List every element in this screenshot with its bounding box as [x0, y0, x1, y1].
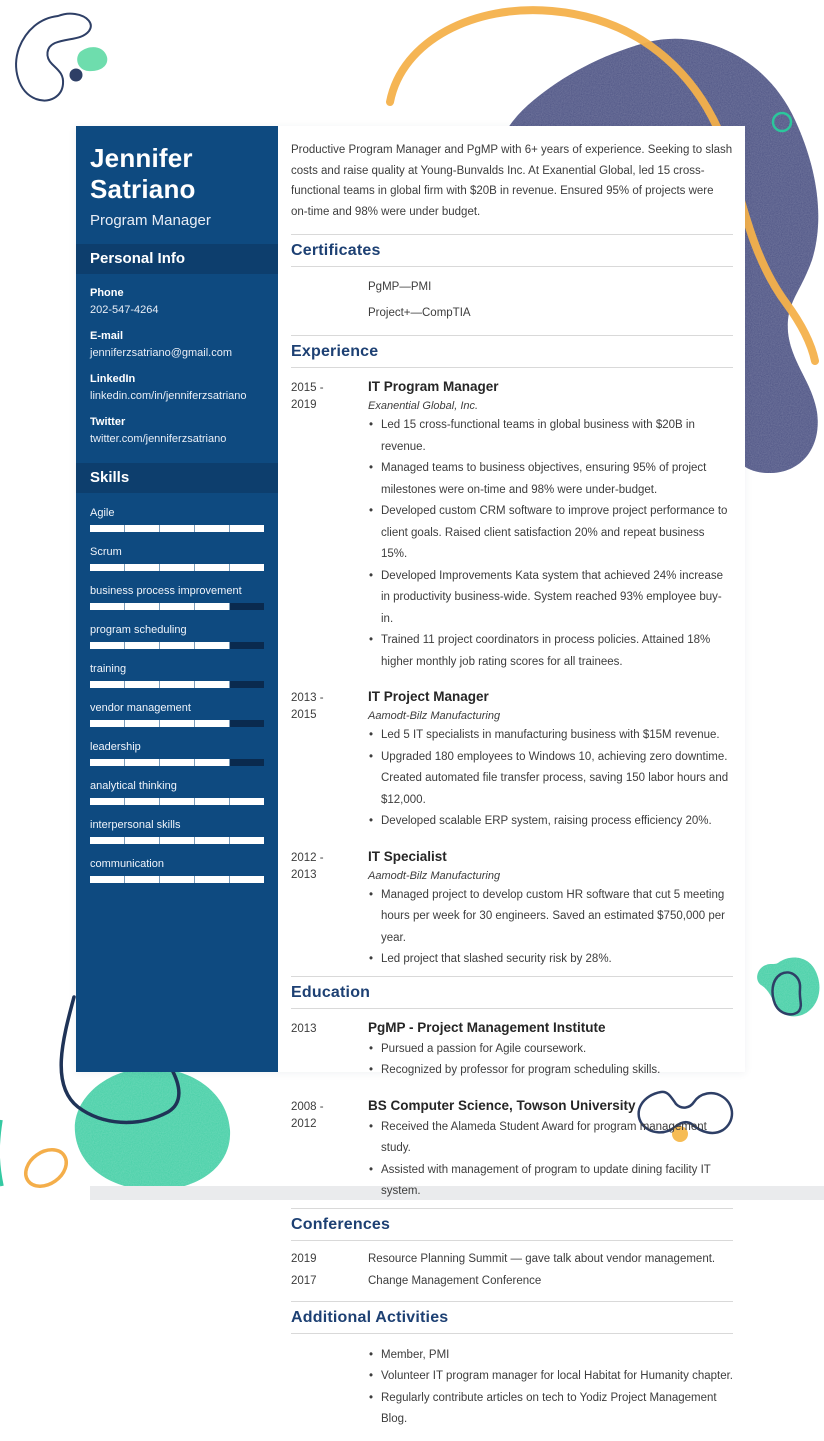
experience-entry: [291, 678, 733, 838]
bullet: • Recognized by professor for program scheduling skills.: [368, 1060, 733, 1082]
resume-sheet: [76, 126, 745, 1425]
summary-text: Productive Program Manager and PgMP with 6+ years of experience. Seeking to slash costs and raise quality at Young-Bunvalds Inc. At Exanential Global, led 15 cross-functional teams in global firm with $20B in revenue. Ensured 95% of projects were on-time and 98% were under budget.: [291, 144, 733, 218]
bullet: • Managed project to develop custom HR software that cut 5 meeting hours per week for 30 engineers. Saved an estimated $750,000 per year.: [368, 885, 733, 950]
contact-twitter: Twitter twitter.com/jenniferzsatriano: [90, 416, 227, 445]
entry-company: Aamodt-Bilz Manufacturing: [368, 710, 501, 722]
resume-main: [278, 126, 745, 1425]
section-certificates: [291, 234, 733, 335]
certificate-item: Project+—CompTIA: [368, 307, 471, 319]
conference-item: [291, 1248, 733, 1270]
bullet: • Regularly contribute articles on tech to Yodiz Project Management Blog.: [368, 1388, 733, 1431]
section-education: [291, 976, 733, 1208]
bullet: • Pursued a passion for Agile coursework.: [368, 1039, 733, 1061]
experience-entry: [291, 368, 733, 678]
entry-dates: 2015 - 2019: [291, 382, 324, 411]
skill-bar: [90, 720, 264, 727]
candidate-job-title: Program Manager: [90, 212, 211, 229]
deco-yellow-egg: [19, 1142, 73, 1193]
skill-bar: [90, 759, 264, 766]
bullet: • Developed Improvements Kata system that achieved 24% increase in productivity business-wide. System reached 93% employee buy-in.: [368, 566, 733, 631]
skill-bar: [90, 603, 264, 610]
skill-bar: [90, 525, 264, 532]
education-entry: [291, 1087, 733, 1208]
conference-date: 2017: [291, 1274, 317, 1287]
bullet: • Volunteer IT program manager for local Habitat for Humanity chapter.: [368, 1366, 733, 1388]
conference-text: Change Management Conference: [368, 1274, 542, 1287]
entry-bullets: [368, 885, 733, 971]
entry-dates: 2013: [291, 1022, 317, 1035]
bullet: • Trained 11 project coordinators in process policies. Attained 18% higher monthly job rating scores for all trainees.: [368, 630, 733, 673]
conference-text: Resource Planning Summit — gave talk about vendor management.: [368, 1252, 716, 1265]
entry-dates: 2008 - 2012: [291, 1100, 324, 1130]
skills-heading: Skills: [76, 463, 278, 493]
skill-bar: [90, 837, 264, 844]
skill-item: training: [76, 662, 278, 688]
entry-dates: 2013 - 2015: [291, 692, 324, 721]
skill-bar: [90, 876, 264, 883]
deco-navy-dot: [70, 69, 83, 82]
skill-bar: [90, 681, 264, 688]
bullet: • Developed scalable ERP system, raising process efficiency 20%.: [368, 811, 733, 833]
education-entry: [291, 1009, 733, 1087]
bullet: • Led 15 cross-functional teams in global business with $20B in revenue.: [368, 415, 733, 458]
entry-bullets: [368, 1117, 733, 1203]
bullet: • Led 5 IT specialists in manufacturing business with $15M revenue.: [368, 725, 733, 747]
bullet: • Assisted with management of program to update dining facility IT system.: [368, 1160, 733, 1203]
contact-email: E-mail jenniferzsatriano@gmail.com: [90, 330, 233, 359]
bullet: • Developed custom CRM software to improve project performance to client goals. Raised client satisfaction 20% and repeat business 15%.: [368, 501, 733, 566]
entry-title: IT Program Manager: [368, 379, 499, 394]
skill-item: Scrum: [76, 545, 278, 571]
entry-title: BS Computer Science, Towson University: [368, 1097, 636, 1113]
bullet: • Led project that slashed security risk by 28%.: [368, 949, 733, 971]
experience-heading: Experience: [291, 336, 733, 368]
skill-item: communication: [76, 857, 278, 883]
resume-sidebar: [76, 126, 278, 1072]
skill-item: program scheduling: [76, 623, 278, 649]
skill-bar: [90, 642, 264, 649]
candidate-name: Jennifer Satriano: [90, 143, 196, 204]
conferences-heading: Conferences: [291, 1209, 733, 1241]
skill-item: interpersonal skills: [76, 818, 278, 844]
skill-item: analytical thinking: [76, 779, 278, 805]
conference-item: [291, 1270, 733, 1292]
bullet: • Received the Alameda Student Award for program management study.: [368, 1117, 733, 1160]
certificates-heading: Certificates: [291, 235, 733, 267]
skill-item: vendor management: [76, 701, 278, 727]
skill-item: leadership: [76, 740, 278, 766]
entry-title: IT Project Manager: [368, 689, 489, 704]
entry-dates: 2012 - 2013: [291, 851, 324, 881]
personal-info-heading: Personal Info: [76, 244, 278, 274]
deco-teal-edge-stroke: [0, 1120, 2, 1186]
section-conferences: [291, 1208, 733, 1301]
skill-item: business process improvement: [76, 584, 278, 610]
deco-mint-blob: [77, 47, 107, 71]
entry-company: Exanential Global, Inc.: [368, 400, 479, 412]
section-experience: [291, 335, 733, 976]
entry-title: IT Specialist: [368, 848, 447, 864]
experience-entry: [291, 838, 733, 976]
bullet: • Member, PMI: [368, 1345, 733, 1367]
additional-activities-heading: Additional Activities: [291, 1302, 733, 1334]
entry-bullets: [368, 725, 733, 833]
skill-bar: [90, 798, 264, 805]
education-heading: Education: [291, 977, 733, 1009]
entry-bullets: [368, 415, 733, 673]
skill-bar: [90, 564, 264, 571]
section-additional-activities: [291, 1301, 733, 1441]
entry-company: Aamodt-Bilz Manufacturing: [368, 869, 501, 882]
bullet: • Managed teams to business objectives, ensuring 95% of project milestones were on-time and 98% were under-budget.: [368, 458, 733, 501]
additional-activities-list: [368, 1345, 733, 1431]
entry-bullets: [368, 1039, 733, 1082]
bullet: • Upgraded 180 employees to Windows 10, achieving zero downtime. Created automated file transfer process, saving 150 labor hours and $12,000.: [368, 747, 733, 812]
conference-date: 2019: [291, 1252, 317, 1265]
contact-linkedin: LinkedIn linkedin.com/in/jenniferzsatriano: [90, 373, 247, 402]
deco-teal-blob-bottom-left: [75, 1068, 230, 1190]
certificate-item: PgMP—PMI: [368, 281, 432, 293]
deco-teal-blob-bottom-right: [757, 958, 819, 1017]
contact-phone: Phone 202-547-4264: [90, 287, 159, 316]
entry-title: PgMP - Project Management Institute: [368, 1019, 606, 1035]
skill-item: Agile: [76, 506, 278, 532]
